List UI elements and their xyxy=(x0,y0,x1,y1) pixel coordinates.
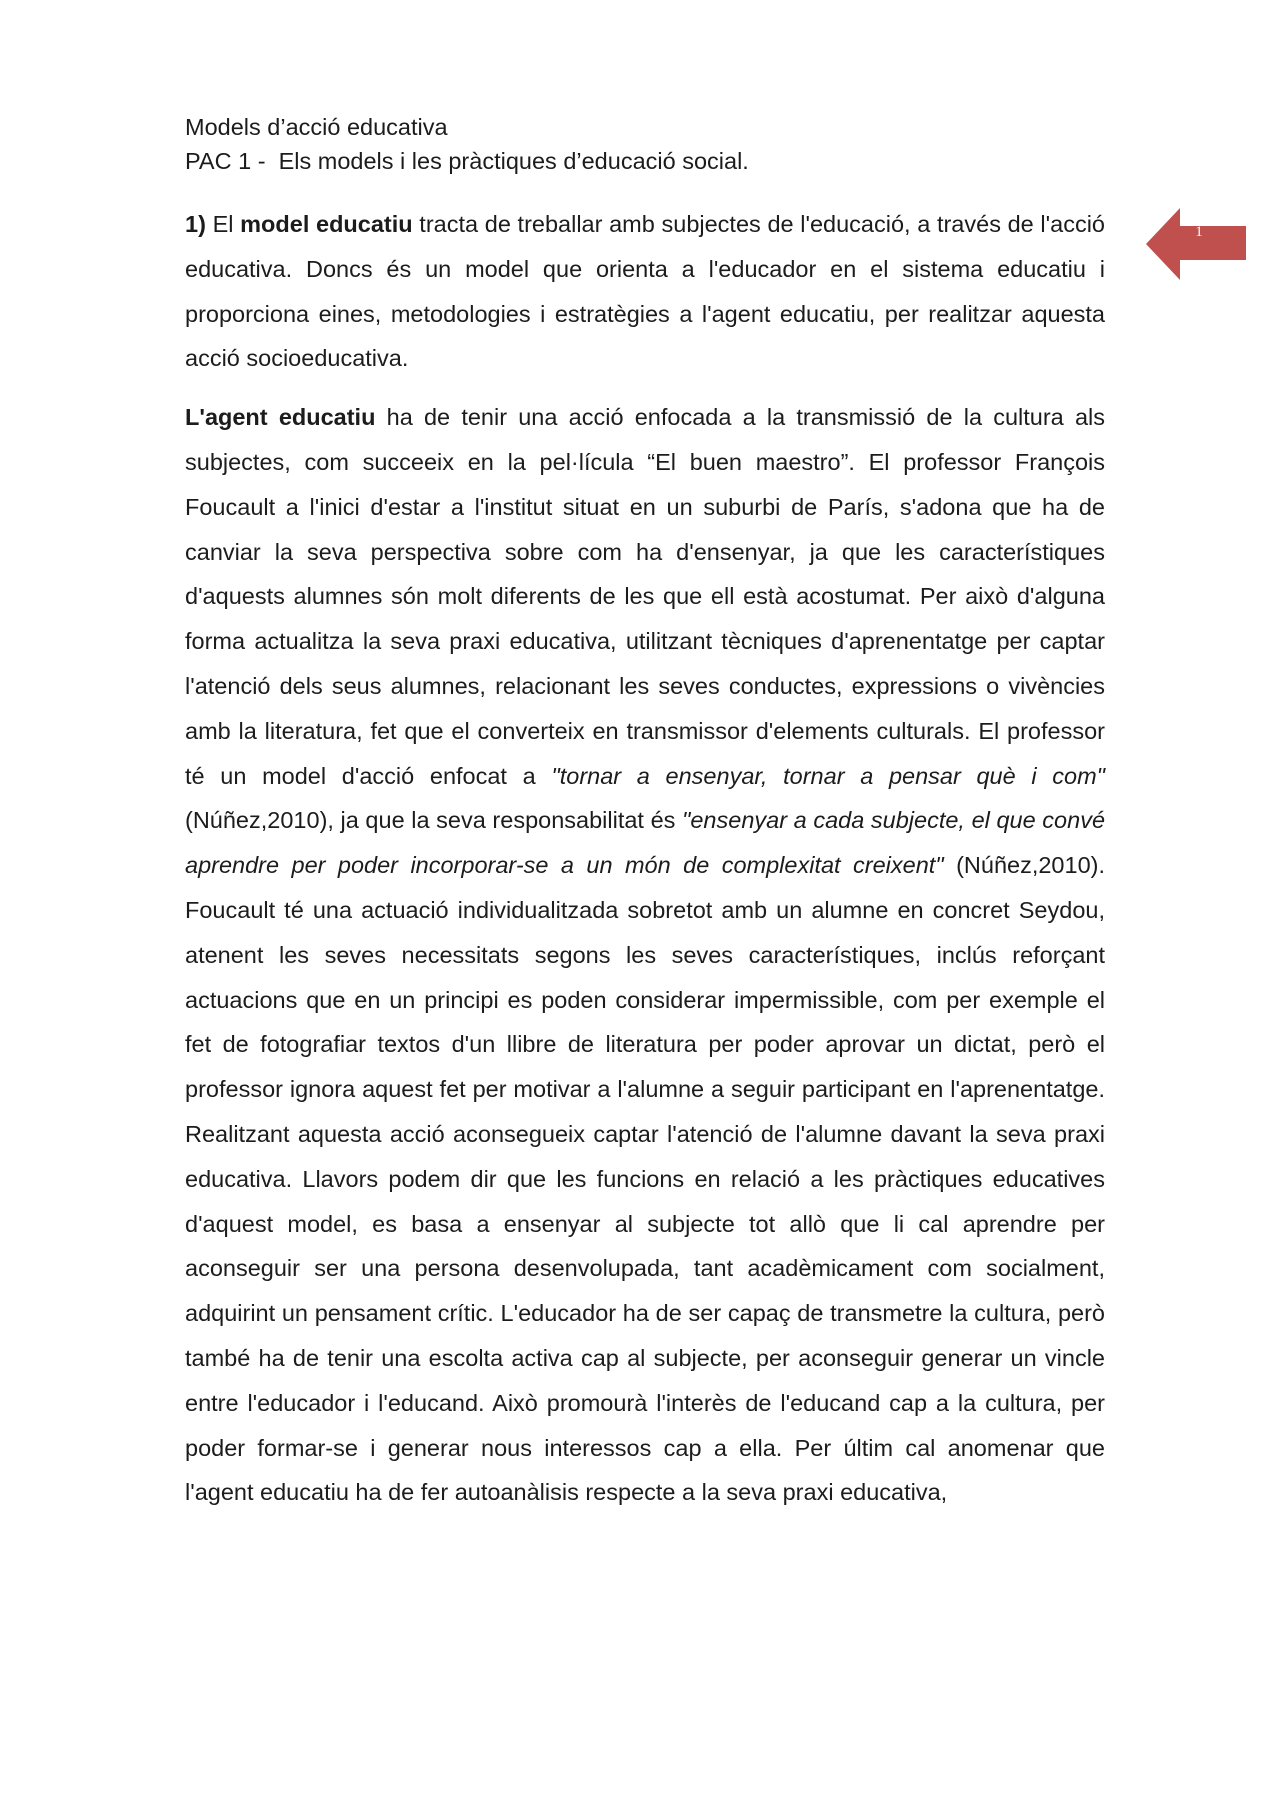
document-header xyxy=(185,110,1105,178)
text-run: El xyxy=(205,211,241,237)
paragraph-model-educatiu xyxy=(185,202,1105,381)
text-run: (Núñez,2010). Foucault té una actuació individualitzada sobretot amb un alumne en concret Seydou, atenent les seves necessitats segons les seves característiques, inclús reforçant actuacions que en un principi es poden considerar impermissible, com per exemple el fet de fotografiar textos d'un llibre de literatura per poder aprovar un dictat, però el professor ignora aquest fet per motivar a l'alumne a seguir participant en l'aprenentatge. Realitzant aquesta acció aconsegueix captar l'atenció de l'alumne davant la seva praxi educativa. Llavors podem dir que les funcions en relació a les pràctiques educatives d'aquest model, es basa a ensenyar al subjecte tot allò que li cal aprendre per aconseguir ser una persona desenvolupada, tant acadèmicament com socialment, adquirint un pensament crític. L'educador ha de ser capaç de transmetre la cultura, però també ha de tenir una escolta activa cap al subjecte, per aconseguir generar un vincle entre l'educador i l'educand. Això promourà l'interès de l'educand cap a la cultura, per poder formar-se i generar nous interessos cap a ella. Per últim cal anomenar que l'agent educatiu ha de fer autoanàlisis respecte a la seva praxi educativa, xyxy=(185,852,1105,1506)
assignment-title: PAC 1 - Els models i les pràctiques d’educació social. xyxy=(185,148,749,174)
text-run: (Núñez,2010), ja que la seva responsabilitat és xyxy=(185,807,683,834)
text-run: ha de tenir una acció enfocada a la transmissió de la cultura als subjectes, com succeeix en la pel·lícula “El buen maestro”. El professor François Foucault a l'inici d'estar a l'institut situat en un suburbi de París, s'adona que ha de canviar la seva perspectiva sobre com ha d'ensenyar, ja que les característiques d'aquests alumnes són molt diferents de les que ell està acostumat. Per això d'alguna forma actualitza la seva praxi educativa, utilitzant tècniques d'aprenentatge per captar l'atenció dels seus alumnes, relacionant les seves conductes, expressions o vivències amb la literatura, fet que el converteix en transmissor d'elements culturals. El professor té un model d'acció enfocat a xyxy=(185,404,1105,789)
left-arrow-icon xyxy=(1146,208,1246,280)
quote-italic-2: "ensenyar a cada subjecte, el que convé aprendre per poder incorporar-se a un món de complexitat creixent" xyxy=(185,807,1106,879)
text-run: tracta de treballar amb subjectes de l'educació, a través de l'acció educativa. Doncs és un model que orienta a l'educador en el sistema educatiu i proporciona eines, metodologies i estratègies a l'agent educatiu, per realitzar aquesta acció socioeducativa. xyxy=(185,211,1105,372)
page-number-marker xyxy=(1146,208,1246,280)
page-number: 1 xyxy=(1195,224,1203,240)
document-body xyxy=(185,202,1105,1515)
course-title: Models d’acció educativa xyxy=(185,114,448,140)
quote-italic-1: "tornar a ensenyar, tornar a pensar què i com" xyxy=(551,762,1105,789)
question-number: 1) xyxy=(185,211,206,237)
bold-term-model-educatiu: model educatiu xyxy=(240,211,413,237)
bold-term-agent-educatiu: L'agent educatiu xyxy=(185,404,376,431)
paragraph-agent-educatiu xyxy=(185,395,1105,1515)
